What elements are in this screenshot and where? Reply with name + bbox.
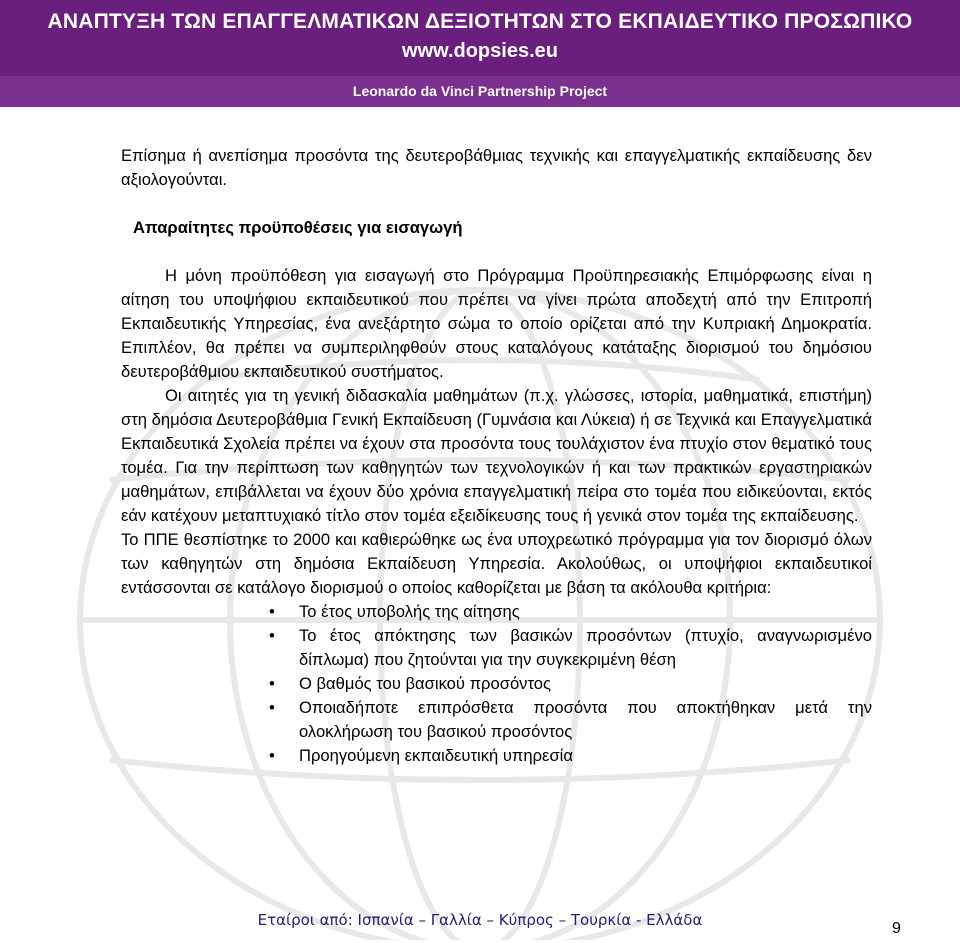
- bullet-icon: •: [269, 674, 275, 693]
- bullet-icon: •: [269, 746, 275, 765]
- header-website: www.dopsies.eu: [402, 40, 558, 62]
- section-heading: Απαραίτητες προϋποθέσεις για εισαγωγή: [133, 218, 463, 237]
- list-item: • Προηγούμενη εκπαιδευτική υπηρεσία: [121, 744, 872, 768]
- ppe-paragraph: Το ΠΠΕ θεσπίστηκε το 2000 και καθιερώθηκε ως ένα υποχρεωτικό πρόγραμμα για τον διορισμό όλων των καθηγητών στη δημόσια Εκπαίδευση Υπηρεσία. Ακολούθως, οι υποψήφιοι εκπαιδευτικοί εντάσσονται σε κατάλογο διορισμού ο οποίος καθορίζεται με βάση τα ακόλουθα κριτήρια:: [121, 530, 872, 597]
- criteria-list: [121, 600, 872, 768]
- header-project: Leonardo da Vinci Partnership Project: [352, 83, 608, 99]
- footer-partners: Εταίροι από: Ισπανία – Γαλλία – Κύπρος – Τουρκία - Ελλάδα: [257, 911, 703, 929]
- list-item: • Το έτος απόκτησης των βασικών προσόντων (πτυχίο, αναγνωρισμένο δίπλωμα) που ζητούνται για την συγκεκριμένη θέση: [269, 626, 872, 669]
- bullet-icon: •: [269, 626, 275, 645]
- list-item: • Ο βαθμός του βασικού προσόντος: [121, 672, 872, 696]
- bullet-icon: •: [269, 698, 275, 717]
- list-item: • Οποιαδήποτε επιπρόσθετα προσόντα που αποκτήθηκαν μετά την ολοκλήρωση του βασικού προσόντος: [269, 698, 872, 741]
- document-body: [121, 144, 872, 768]
- qualifications-paragraph: Οι αιτητές για τη γενική διδασκαλία μαθημάτων (π.χ. γλώσσες, ιστορία, μαθηματικά, επιστήμη) στη δημόσια Δευτεροβάθμια Γενική Εκπαίδευση (Γυμνάσια και Λύκεια) ή σε Τεχνικά και Επαγγελματικά Εκπαιδευτικά Σχολεία πρέπει να έχουν στα προσόντα τους τουλάχιστον ένα πτυχίο στον θεματικό τους τομέα. Για την περίπτωση των καθηγητών των τεχνολογικών ή και των πρακτικών εργαστηριακών μαθημάτων, επιβάλλεται να έχουν δύο χρόνια επαγγελματική πείρα στο τομέα που ειδικεύονται, εκτός εάν κατέχουν μεταπτυχιακό τίτλο στον τομέα εξειδίκευσης τους ή γενικά στον τομέα της εκπαίδευσης.: [121, 386, 872, 525]
- intro-paragraph: Επίσημα ή ανεπίσημα προσόντα της δευτεροβάθμιας τεχνικής και επαγγελματικής εκπαίδευσης δεν αξιολογούνται.: [121, 146, 872, 189]
- page-number: 9: [892, 920, 901, 937]
- page-header: [0, 0, 960, 107]
- bullet-icon: •: [269, 602, 275, 621]
- list-item: • Το έτος υποβολής της αίτησης: [121, 600, 872, 624]
- header-title: ΑΝΑΠΤΥΞΗ ΤΩΝ ΕΠΑΓΓΕΛΜΑΤΙΚΩΝ ΔΕΞΙΟΤΗΤΩΝ ΣΤΟ ΕΚΠΑΙΔΕΥΤΙΚΟ ΠΡΟΣΩΠΙΚΟ: [47, 10, 913, 33]
- admission-paragraph: Η μόνη προϋπόθεση για εισαγωγή στο Πρόγραμμα Προϋπηρεσιακής Επιμόρφωσης είναι η αίτηση του υποψήφιου εκπαιδευτικού που πρέπει να γίνει πρώτα αποδεχτή από την Επιτροπή Εκπαιδευτικής Υπηρεσίας, ένα ανεξάρτητο σώμα το οποίο ορίζεται από την Κυπριακή Δημοκρατία. Επιπλέον, θα πρέπει να συμπεριληφθούν στους καταλόγους κατάταξης διορισμού του δημόσιου δευτεροβάθμιου εκπαιδευτικού συστήματος.: [121, 266, 872, 381]
